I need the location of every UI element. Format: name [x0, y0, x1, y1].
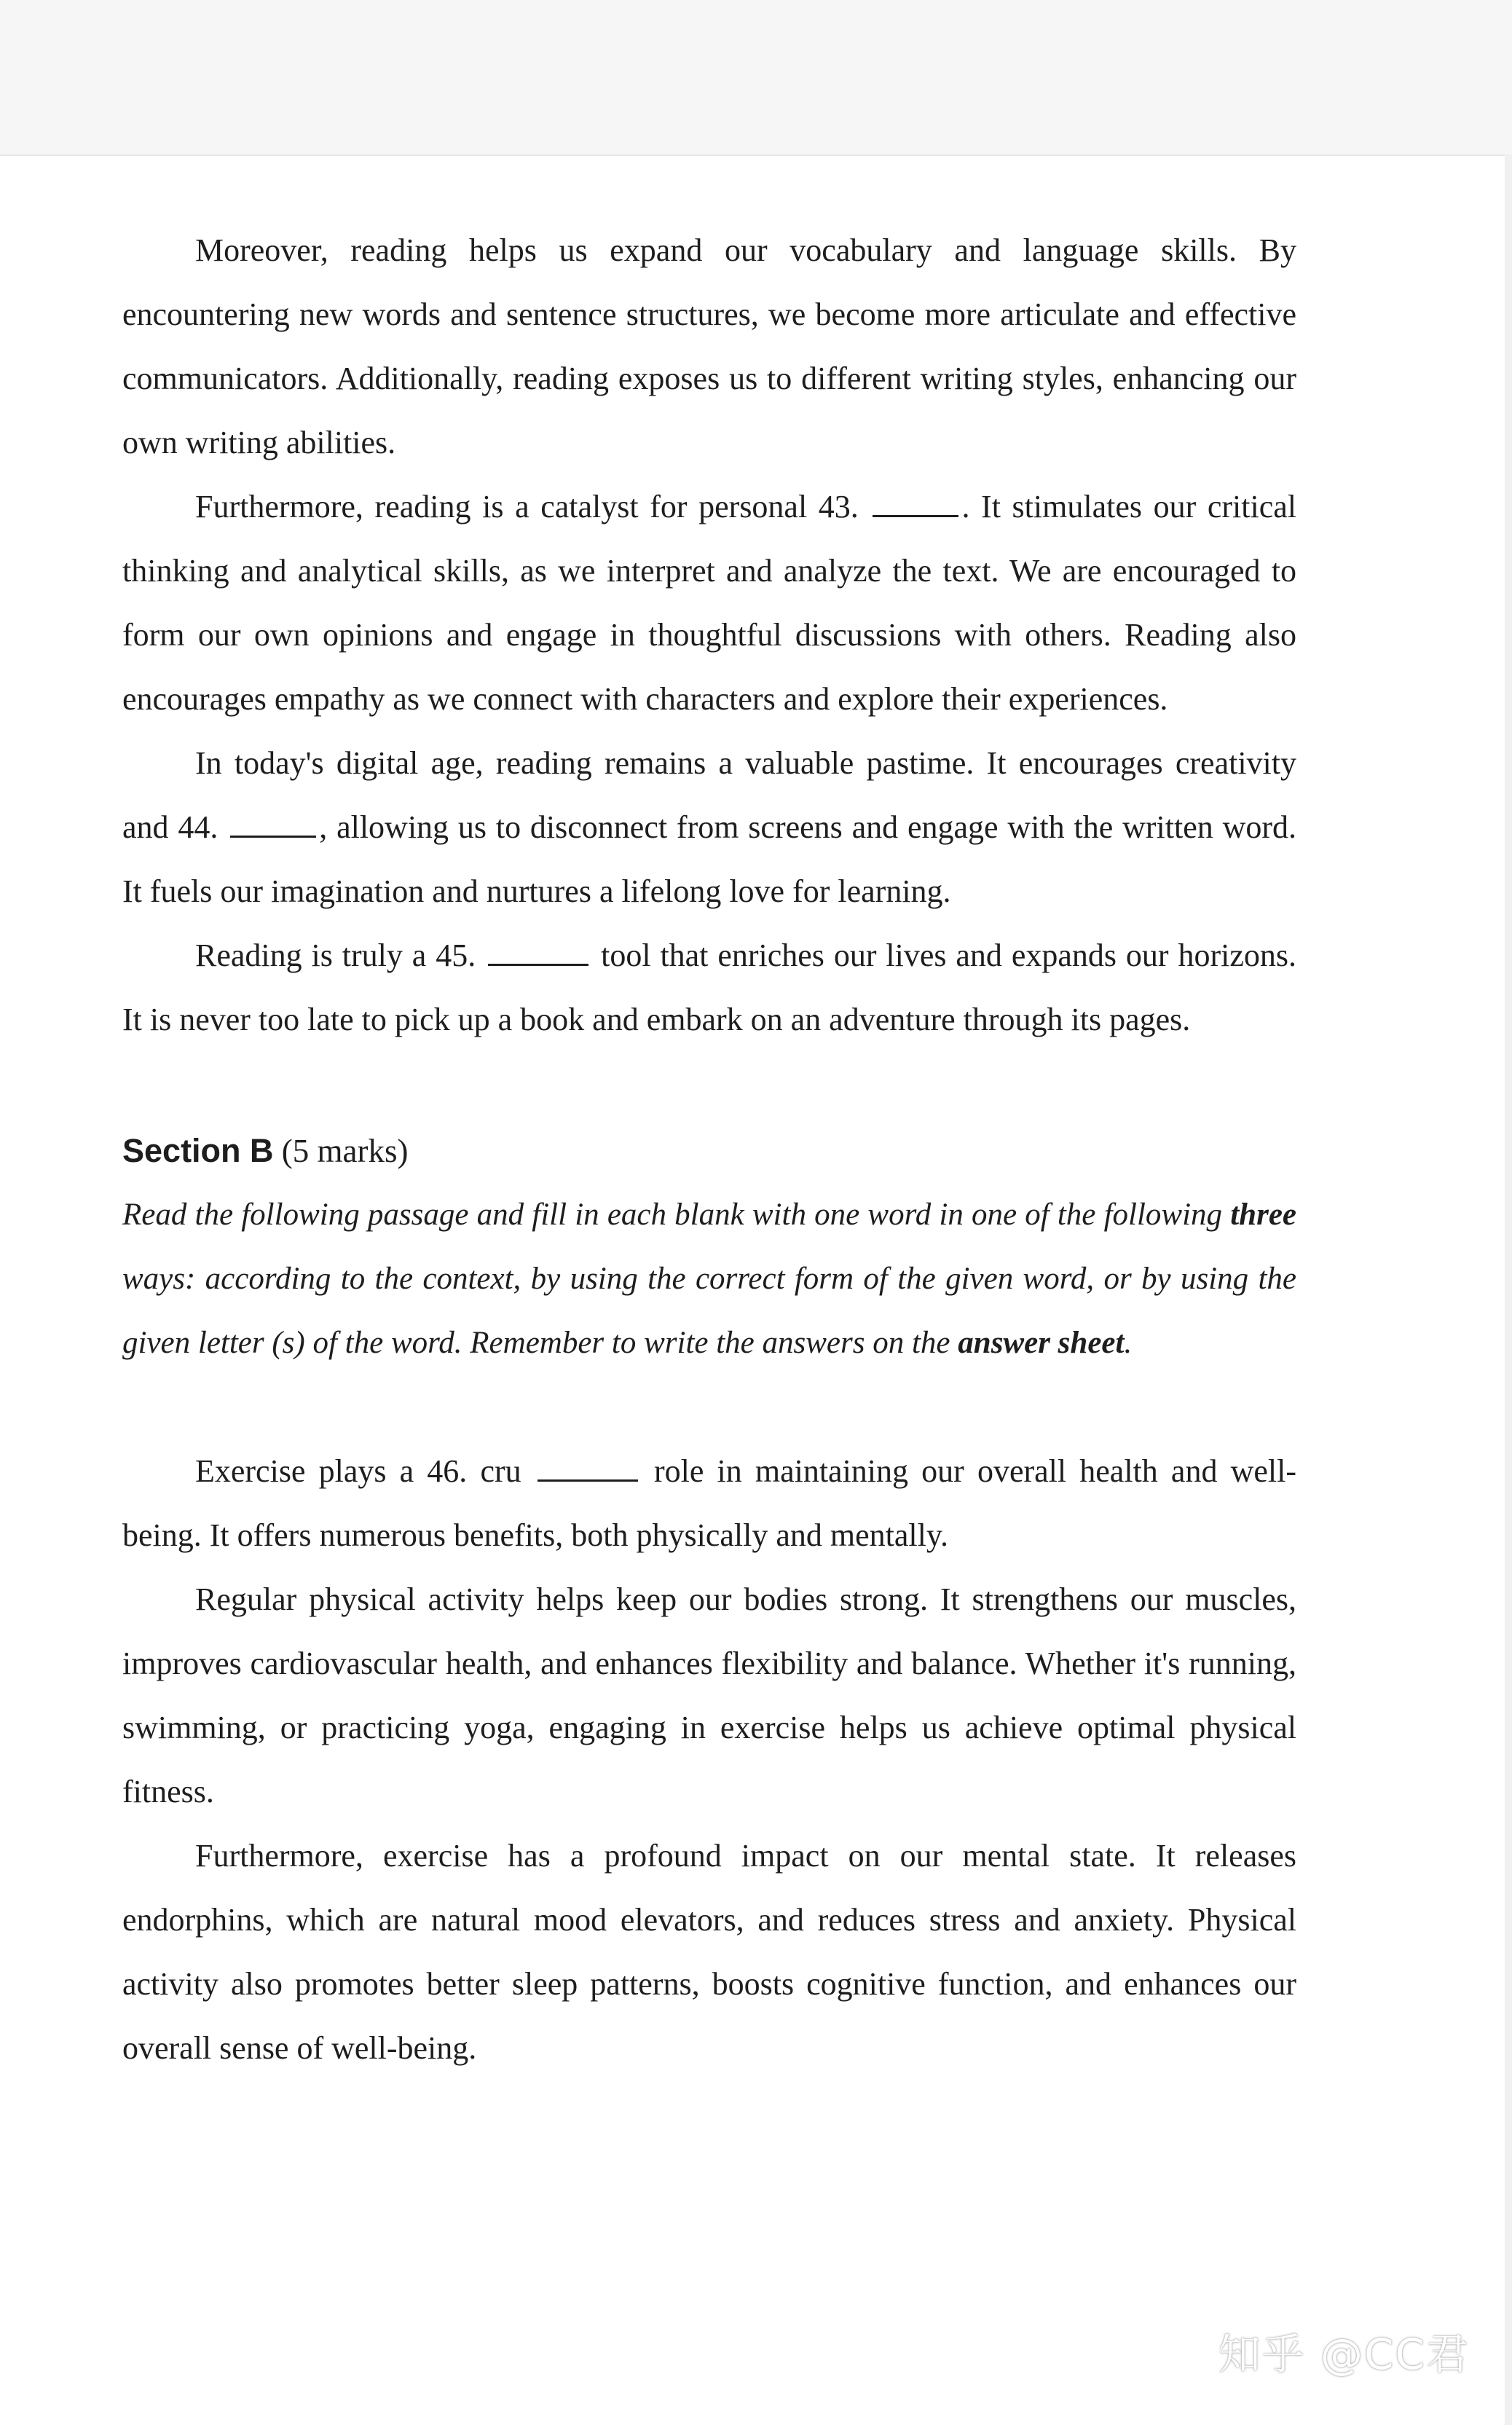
- blank-43[interactable]: [873, 487, 958, 517]
- passage-a-paragraph-1: Moreover, reading helps us expand our vocabulary and language skills. By encountering new words and sentence structures, we become more articulate and effective communicators. Additionally, reading exposes us to different writing styles, enhancing our own writing abilities.: [122, 232, 1296, 460]
- blank-46[interactable]: [538, 1452, 638, 1482]
- blank-45[interactable]: [488, 936, 588, 966]
- passage-b-paragraph-2: Regular physical activity helps keep our bodies strong. It strengthens our muscles, improves cardiovascular health, and enhances flexibility and balance. Whether it's running, swimming, or practicing yoga, engaging in exercise helps us achieve optimal physical fitness.: [122, 1581, 1296, 1809]
- section-b-marks: (5 marks): [281, 1133, 409, 1169]
- section-b-heading: [122, 1119, 1296, 1183]
- passage-a-paragraph-3: [122, 731, 1296, 924]
- section-b-instructions: [122, 1183, 1296, 1375]
- passage-a-p4-after: tool that enriches our lives and expands our horizons. It is never too late to pick up a book and embark on an adventure through its pages.: [122, 938, 1297, 1037]
- instructions-bold-answer-sheet: answer sheet: [958, 1326, 1125, 1360]
- passage-b: [122, 1439, 1296, 2080]
- passage-a-p3-before: In today's digital age, reading remains a valuable pastime. It encourages creativity and 44.: [122, 745, 1296, 845]
- passage-a-p2-after: . It stimulates our critical thinking and analytical skills, as we interpret and analyze the text. We are encouraged to form our own opinions and engage in thoughtful discussions with others. Reading also encourages empathy as we connect with characters and explore their experiences.: [122, 489, 1296, 717]
- passage-b-p1-before: Exercise plays a 46. cru: [195, 1453, 521, 1489]
- instructions-part-2: ways: according to the context, by using the correct form of the given word, or by using the given letter (s) of the word. Remember to write the answers on the: [122, 1262, 1296, 1360]
- passage-a-paragraph-2: [122, 475, 1296, 731]
- passage-a-p2-before: Furthermore, reading is a catalyst for personal 43.: [195, 489, 859, 524]
- passage-b-paragraph-3: Furthermore, exercise has a profound impact on our mental state. It releases endorphins, which are natural mood elevators, and reduces stress and anxiety. Physical activity also promotes better sleep patterns, boosts cognitive function, and enhances our overall sense of well-being.: [122, 1838, 1296, 2066]
- section-b-title: Section B: [122, 1132, 274, 1169]
- instructions-part-3: .: [1124, 1326, 1133, 1360]
- passage-b-p1-after: role in maintaining our overall health and well-being. It offers numerous benefits, both physically and mentally.: [122, 1453, 1297, 1553]
- instructions-part-1: Read the following passage and fill in each blank with one word in one of the following: [122, 1198, 1231, 1232]
- page-top-margin: [0, 0, 1512, 156]
- document-page: [122, 219, 1296, 2080]
- instructions-bold-three: three: [1230, 1198, 1296, 1232]
- passage-a-paragraph-4: [122, 924, 1296, 1052]
- passage-b-paragraph-1: [122, 1439, 1296, 1568]
- blank-44[interactable]: [230, 808, 316, 838]
- passage-a-p3-after: , allowing us to disconnect from screens and engage with the written word. It fuels our imagination and nurtures a lifelong love for learning.: [122, 809, 1296, 909]
- zhihu-watermark: 知乎 @CC君: [1218, 2330, 1470, 2379]
- passage-a-p4-before: Reading is truly a 45.: [195, 938, 476, 973]
- page-right-edge: [1505, 154, 1512, 2425]
